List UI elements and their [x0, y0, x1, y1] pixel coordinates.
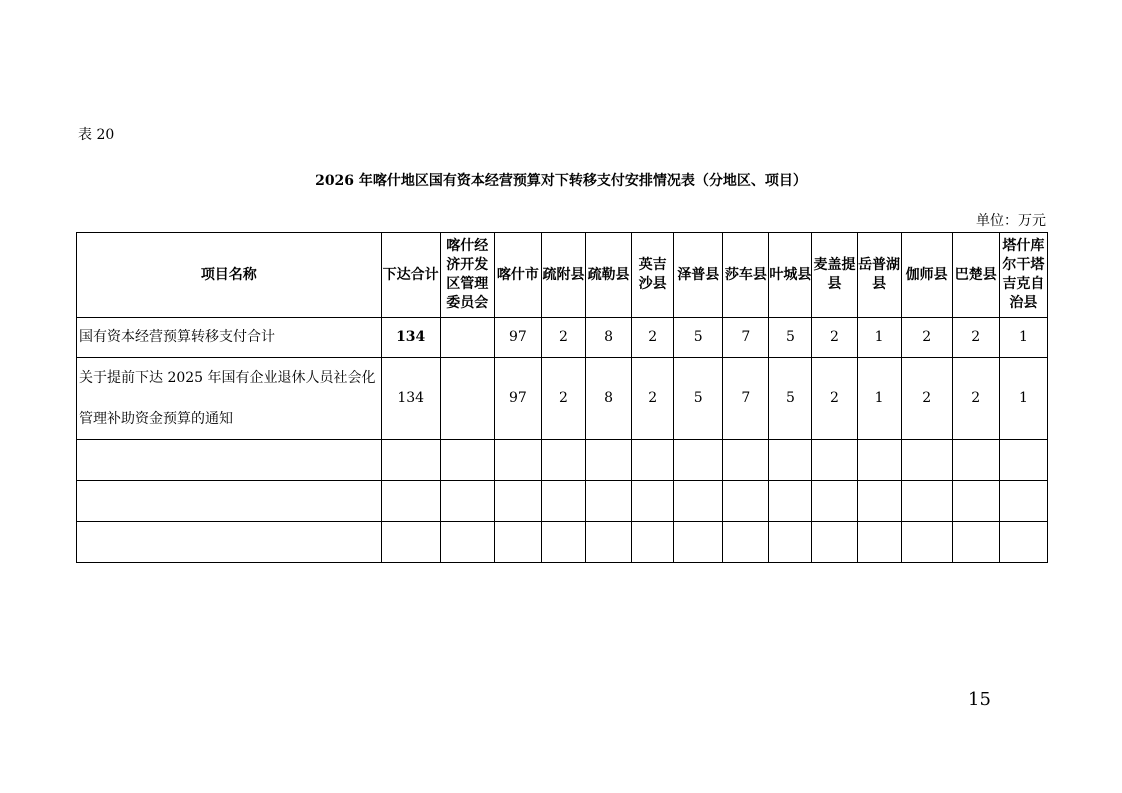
- empty-cell: [901, 522, 952, 563]
- col-header-shule: 疏勒县: [586, 233, 632, 318]
- empty-cell: [632, 522, 674, 563]
- cell-shule: 8: [586, 358, 632, 440]
- cell-tashkurgan: 1: [999, 358, 1047, 440]
- empty-cell: [812, 522, 857, 563]
- col-header-karghilik: 叶城县: [769, 233, 812, 318]
- cell-poskam: 5: [674, 358, 723, 440]
- empty-cell: [586, 440, 632, 481]
- cell-makit: 2: [812, 318, 857, 358]
- col-header-kez: 喀什经济开发区管理委员会: [440, 233, 494, 318]
- empty-cell: [381, 481, 440, 522]
- table-header-row: [77, 233, 1048, 318]
- empty-cell: [632, 440, 674, 481]
- col-header-maralbexi: 巴楚县: [952, 233, 999, 318]
- document-title: 2026 年喀什地区国有资本经营预算对下转移支付安排情况表（分地区、项目）: [315, 173, 807, 189]
- empty-cell: [440, 440, 494, 481]
- cell-payzawat: 2: [901, 318, 952, 358]
- col-header-item-name: 项目名称: [77, 233, 382, 318]
- empty-cell: [723, 440, 769, 481]
- empty-cell: [77, 522, 382, 563]
- empty-cell: [494, 440, 541, 481]
- empty-cell: [586, 522, 632, 563]
- cell-item-name: 关于提前下达 2025 年国有企业退休人员社会化管理补助资金预算的通知: [77, 358, 382, 440]
- empty-cell: [901, 440, 952, 481]
- empty-cell: [999, 481, 1047, 522]
- col-header-shufu: 疏附县: [541, 233, 585, 318]
- empty-cell: [769, 440, 812, 481]
- table-row: [77, 358, 1048, 440]
- page-number: 15: [968, 689, 991, 710]
- empty-cell: [541, 522, 585, 563]
- empty-cell: [674, 481, 723, 522]
- cell-payzawat: 2: [901, 358, 952, 440]
- cell-shule: 8: [586, 318, 632, 358]
- cell-total: 134: [381, 358, 440, 440]
- col-header-yopurga: 岳普湖县: [857, 233, 901, 318]
- empty-cell: [541, 440, 585, 481]
- empty-cell: [381, 440, 440, 481]
- cell-yengisar: 2: [632, 318, 674, 358]
- empty-cell: [440, 522, 494, 563]
- cell-kashgar: 97: [494, 318, 541, 358]
- unit-label: 单位：万元: [976, 213, 1046, 229]
- cell-yengisar: 2: [632, 358, 674, 440]
- empty-rows-group: [77, 440, 1048, 563]
- cell-kez: [440, 358, 494, 440]
- empty-cell: [769, 481, 812, 522]
- col-header-yengisar: 英吉沙县: [632, 233, 674, 318]
- col-header-yarkand: 莎车县: [723, 233, 769, 318]
- empty-cell: [77, 481, 382, 522]
- cell-total: 134: [381, 318, 440, 358]
- budget-table: [76, 232, 1048, 563]
- cell-karghilik: 5: [769, 318, 812, 358]
- empty-cell: [857, 481, 901, 522]
- empty-cell: [381, 522, 440, 563]
- empty-cell: [674, 440, 723, 481]
- cell-item-name: 国有资本经营预算转移支付合计: [77, 318, 382, 358]
- cell-kashgar: 97: [494, 358, 541, 440]
- empty-cell: [632, 481, 674, 522]
- cell-tashkurgan: 1: [999, 318, 1047, 358]
- table-number-label: 表 20: [78, 127, 115, 143]
- cell-yarkand: 7: [723, 358, 769, 440]
- cell-shufu: 2: [541, 318, 585, 358]
- empty-cell: [812, 440, 857, 481]
- col-header-makit: 麦盖提县: [812, 233, 857, 318]
- cell-kez: [440, 318, 494, 358]
- empty-cell: [440, 481, 494, 522]
- col-header-poskam: 泽普县: [674, 233, 723, 318]
- empty-table-row: [77, 440, 1048, 481]
- empty-cell: [999, 440, 1047, 481]
- col-header-payzawat: 伽师县: [901, 233, 952, 318]
- empty-cell: [769, 522, 812, 563]
- empty-cell: [952, 440, 999, 481]
- empty-cell: [901, 481, 952, 522]
- empty-cell: [857, 522, 901, 563]
- empty-cell: [952, 522, 999, 563]
- cell-karghilik: 5: [769, 358, 812, 440]
- col-header-tashkurgan: 塔什库尔干塔吉克自治县: [999, 233, 1047, 318]
- cell-poskam: 5: [674, 318, 723, 358]
- empty-cell: [586, 481, 632, 522]
- cell-yopurga: 1: [857, 318, 901, 358]
- cell-makit: 2: [812, 358, 857, 440]
- empty-table-row: [77, 522, 1048, 563]
- empty-cell: [541, 481, 585, 522]
- col-header-total: 下达合计: [381, 233, 440, 318]
- empty-cell: [494, 522, 541, 563]
- empty-cell: [857, 440, 901, 481]
- empty-cell: [952, 481, 999, 522]
- empty-cell: [723, 522, 769, 563]
- empty-cell: [674, 522, 723, 563]
- empty-cell: [812, 481, 857, 522]
- cell-shufu: 2: [541, 358, 585, 440]
- empty-cell: [999, 522, 1047, 563]
- empty-cell: [494, 481, 541, 522]
- cell-maralbexi: 2: [952, 358, 999, 440]
- cell-yopurga: 1: [857, 358, 901, 440]
- cell-maralbexi: 2: [952, 318, 999, 358]
- col-header-kashgar: 喀什市: [494, 233, 541, 318]
- table-row: [77, 318, 1048, 358]
- cell-yarkand: 7: [723, 318, 769, 358]
- empty-table-row: [77, 481, 1048, 522]
- empty-cell: [723, 481, 769, 522]
- empty-cell: [77, 440, 382, 481]
